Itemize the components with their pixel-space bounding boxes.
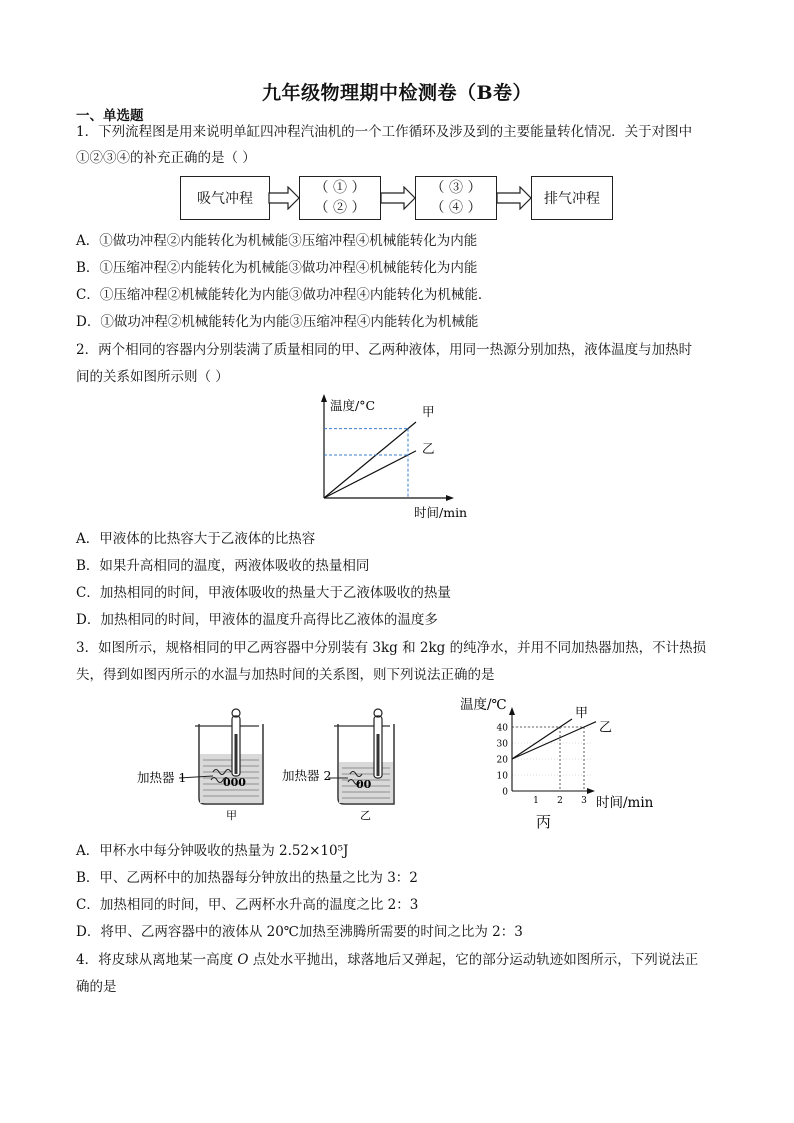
q2-stem-line1: 2．两个相同的容器内分别装满了质量相同的甲、乙两种液体，用同一热源分别加热，液体温度与加热时	[76, 342, 693, 358]
q2-stem-line2: 间的关系如图所示则（ ）	[76, 369, 229, 385]
flow-arrow-icon	[496, 186, 532, 210]
q3-panel-label: 丙	[536, 813, 552, 831]
q4-stem-line1	[76, 952, 698, 968]
q1-stem-line1: 1．下列流程图是用来说明单缸四冲程汽油机的一个工作循环及涉及到的主要能量转化情况．关于对图中	[76, 124, 693, 140]
beaker-jia-label: 甲	[226, 809, 237, 822]
q2-series-label-0: 甲	[422, 404, 435, 419]
q4-stem-pre: 4．将皮球从离地某一高度	[76, 952, 238, 968]
q2-y-arrow-icon	[321, 394, 327, 402]
flow-box-intake-label: 吸气冲程	[197, 191, 253, 207]
q2-option-a[interactable]: A．甲液体的比热容大于乙液体的比热容	[76, 531, 316, 547]
flow-box-intake	[180, 176, 270, 220]
flow-box-stroke-2	[299, 176, 381, 220]
q2-series-label-1: 乙	[422, 440, 435, 456]
flow-blank-4: （ ④ ）	[430, 200, 482, 216]
flow-blank-3: （ ③ ）	[430, 180, 482, 196]
q3-stem-line2: 失，得到如图丙所示的水温与加热时间的关系图，则下列说法正确的是	[76, 667, 495, 683]
q1-option-a[interactable]: A．①做功冲程②内能转化为机械能③压缩冲程④机械能转化为内能	[76, 233, 478, 249]
flow-arrow-icon	[380, 186, 416, 210]
q2-plot-area	[324, 404, 435, 498]
q3-x-label: 时间/min	[596, 795, 654, 811]
q4-stem-post: 点处水平抛出，球落地后又弹起，它的部分运动轨迹如图所示，下列说法正	[248, 952, 699, 968]
q3-series-label-1: 乙	[599, 720, 613, 736]
q2-option-d[interactable]: D．加热相同的时间，甲液体的温度升高得比乙液体的温度多	[76, 612, 438, 628]
q1-option-b[interactable]: B．①压缩冲程②内能转化为机械能③做功冲程④机械能转化为内能	[76, 260, 478, 276]
q3-y-tick-label: 20	[496, 755, 508, 766]
q1-option-d[interactable]: D．①做功冲程②机械能转化为内能③压缩冲程④内能转化为机械能	[76, 314, 479, 330]
flow-box-exhaust	[531, 176, 613, 220]
q3-x-tick-label: 2	[557, 796, 563, 806]
q3-y-tick-label: 30	[496, 739, 508, 750]
q3-series-line-0	[512, 719, 572, 759]
q3-temp-time-chart	[456, 693, 671, 833]
q1-option-c[interactable]: C．①压缩冲程②机械能转化为内能③做功冲程④内能转化为机械能．	[76, 287, 492, 303]
q3-x-tick-label: 3	[581, 796, 587, 806]
q2-x-arrow-icon	[446, 495, 454, 501]
q3-option-c[interactable]: C．加热相同的时间，甲、乙两杯水升高的温度之比 2：3	[76, 897, 419, 913]
beaker-yi-figure	[280, 704, 410, 826]
q4-stem-line2: 确的是	[76, 979, 117, 995]
q3-y-arrow-icon	[509, 707, 515, 715]
q2-option-c[interactable]: C．加热相同的时间，甲液体吸收的热量大于乙液体吸收的热量	[76, 585, 451, 601]
beaker-yi-label: 乙	[360, 809, 371, 822]
q3-y-tick-label: 0	[502, 787, 508, 798]
q3-y-tick-label: 10	[496, 771, 508, 782]
beaker-jia-heater-label: 加热器 1	[137, 770, 187, 785]
page-title: 九年级物理期中检测卷（B卷）	[261, 82, 533, 104]
beaker-jia-figure	[135, 704, 265, 826]
svg-text:000: 000	[223, 776, 246, 789]
flow-blank-2: （ ② ）	[314, 200, 366, 216]
flow-box-exhaust-label: 排气冲程	[544, 191, 600, 207]
q2-series-line-0	[324, 422, 416, 498]
q3-series-label-0: 甲	[575, 706, 589, 721]
beaker-yi-heater-label: 加热器 2	[282, 768, 332, 783]
q3-y-label: 温度/℃	[460, 697, 507, 713]
q2-y-label: 温度/°C	[330, 398, 376, 413]
q3-option-a[interactable]: A．甲杯水中每分钟吸收的热量为 2.52×10⁵J	[76, 843, 349, 859]
q2-option-b[interactable]: B．如果升高相同的温度，两液体吸收的热量相同	[76, 558, 370, 574]
svg-text:00: 00	[356, 778, 372, 791]
flow-blank-1: （ ① ）	[314, 180, 366, 196]
flow-arrow-icon	[268, 186, 300, 210]
q3-stem-line1: 3．如图所示，规格相同的甲乙两容器中分别装有 3kg 和 2kg 的纯净水，并用不同加热器加热，不计热损	[76, 640, 707, 656]
section-heading: 一、单选题	[76, 108, 144, 124]
q2-temp-time-chart	[300, 390, 490, 525]
q3-option-b[interactable]: B．甲、乙两杯中的加热器每分钟放出的热量之比为 3：2	[76, 870, 418, 886]
q2-series-line-1	[324, 451, 416, 498]
q3-y-tick-label: 40	[496, 723, 508, 734]
q3-plot-area	[497, 706, 612, 806]
q4-point-o: O	[237, 952, 249, 968]
q2-x-label: 时间/min	[414, 505, 468, 520]
flow-box-stroke-3	[415, 176, 497, 220]
q3-x-arrow-icon	[587, 788, 595, 794]
q3-x-tick-label: 1	[533, 796, 539, 806]
q3-option-d[interactable]: D．将甲、乙两容器中的液体从 20℃加热至沸腾所需要的时间之比为 2：3	[76, 924, 523, 940]
q1-stem-line2: ①②③④的补充正确的是（ ）	[76, 150, 256, 166]
